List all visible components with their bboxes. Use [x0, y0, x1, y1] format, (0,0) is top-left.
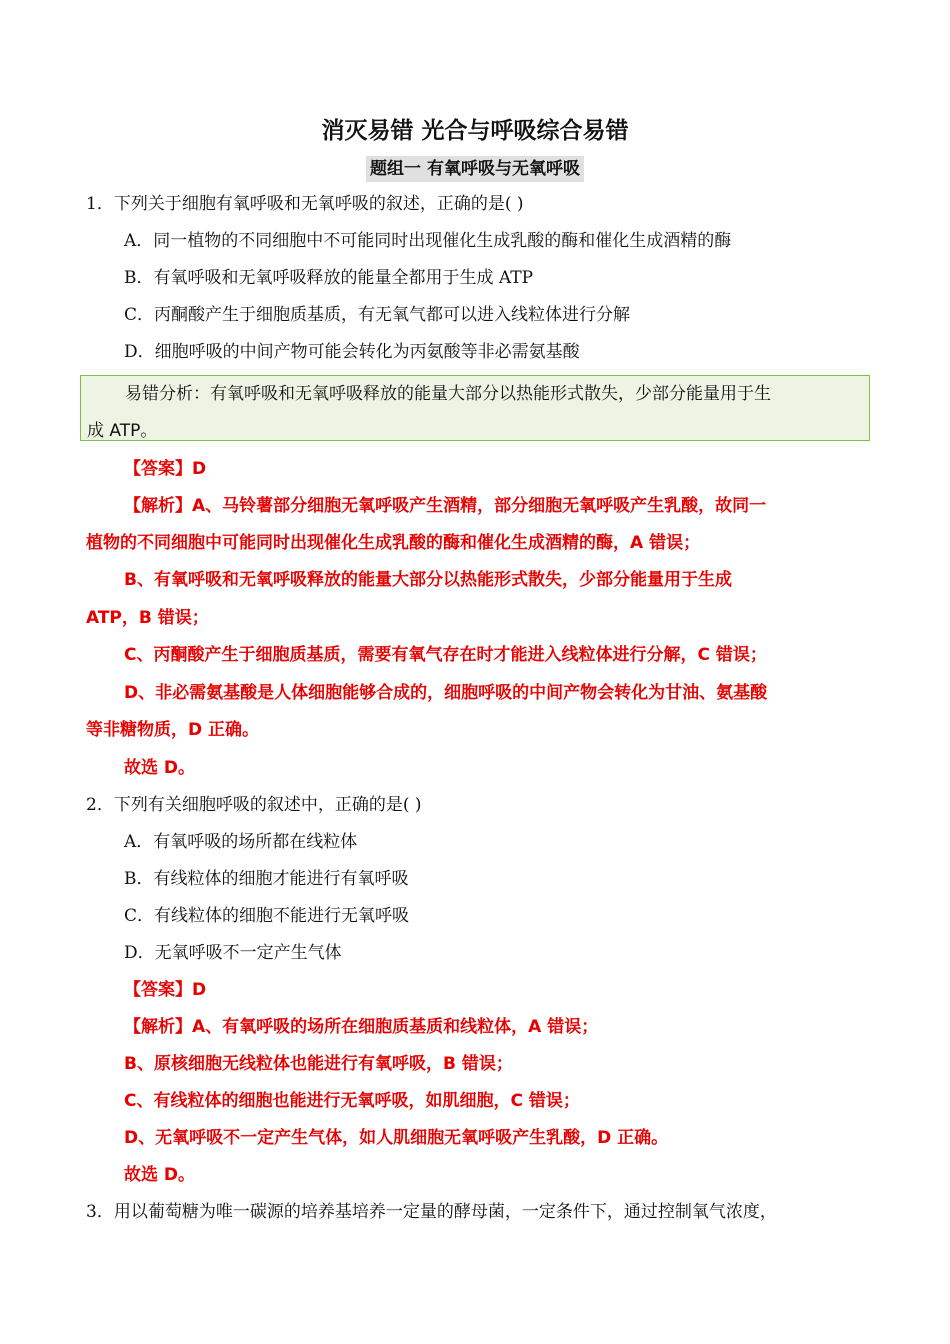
q1-analysis-line: 植物的不同细胞中可能同时出现催化生成乳酸的酶和催化生成酒精的酶，A 错误；	[86, 533, 701, 553]
q2-option-d: D．无氧呼吸不一定产生气体	[124, 943, 342, 963]
q1-stem: 1．下列关于细胞有氧呼吸和无氧呼吸的叙述，正确的是( )	[86, 194, 524, 214]
q1-analysis-line: 等非糖物质，D 正确。	[86, 720, 260, 740]
q2-analysis-line: 【解析】A、有氧呼吸的场所在细胞质基质和线粒体，A 错误；	[124, 1017, 599, 1037]
q2-conclusion: 故选 D。	[124, 1165, 196, 1185]
page-title: 消灭易错 光合与呼吸综合易错	[321, 118, 629, 144]
q2-analysis-line: B、原核细胞无线粒体也能进行有氧呼吸，B 错误；	[124, 1054, 513, 1074]
q2-stem: 2．下列有关细胞呼吸的叙述中，正确的是( )	[86, 795, 422, 815]
q1-option-c: C．丙酮酸产生于细胞质基质，有无氧气都可以进入线粒体进行分解	[124, 305, 631, 325]
q2-analysis-line: D、无氧呼吸不一定产生气体，如人肌细胞无氧呼吸产生乳酸，D 正确。	[124, 1128, 669, 1148]
q1-analysis-line: D、非必需氨基酸是人体细胞能够合成的，细胞呼吸的中间产物会转化为甘油、氨基酸	[124, 683, 768, 703]
error-analysis-box	[80, 375, 870, 441]
q1-option-d: D．细胞呼吸的中间产物可能会转化为丙氨酸等非必需氨基酸	[124, 342, 580, 362]
q2-option-a: A．有氧呼吸的场所都在线粒体	[124, 832, 358, 852]
q2-answer: 【答案】D	[124, 980, 207, 1000]
section-subtitle: 题组一 有氧呼吸与无氧呼吸	[366, 156, 584, 182]
q1-analysis-line: 【解析】A、马铃薯部分细胞无氧呼吸产生酒精，部分细胞无氧呼吸产生乳酸，故同一	[124, 496, 767, 516]
q1-analysis-line: ATP，B 错误；	[86, 608, 209, 628]
q1-option-a: A．同一植物的不同细胞中不可能同时出现催化生成乳酸的酶和催化生成酒精的酶	[124, 231, 732, 251]
q1-answer: 【答案】D	[124, 459, 207, 479]
q3-stem: 3．用以葡萄糖为唯一碳源的培养基培养一定量的酵母菌，一定条件下，通过控制氧气浓度，	[86, 1202, 777, 1222]
q1-conclusion: 故选 D。	[124, 758, 196, 778]
q2-analysis-line: C、有线粒体的细胞也能进行无氧呼吸，如肌细胞，C 错误；	[124, 1091, 580, 1111]
error-analysis-line-1: 易错分析：有氧呼吸和无氧呼吸释放的能量大部分以热能形式散失，少部分能量用于生	[125, 384, 771, 404]
q2-option-b: B．有线粒体的细胞才能进行有氧呼吸	[124, 869, 409, 889]
q1-analysis-line: B、有氧呼吸和无氧呼吸释放的能量大部分以热能形式散失，少部分能量用于生成	[124, 570, 732, 590]
q1-analysis-line: C、丙酮酸产生于细胞质基质，需要有氧气存在时才能进入线粒体进行分解，C 错误；	[124, 645, 767, 665]
q1-option-b: B．有氧呼吸和无氧呼吸释放的能量全都用于生成 ATP	[124, 268, 534, 288]
q2-option-c: C．有线粒体的细胞不能进行无氧呼吸	[124, 906, 410, 926]
error-analysis-line-2: 成 ATP。	[87, 421, 158, 441]
